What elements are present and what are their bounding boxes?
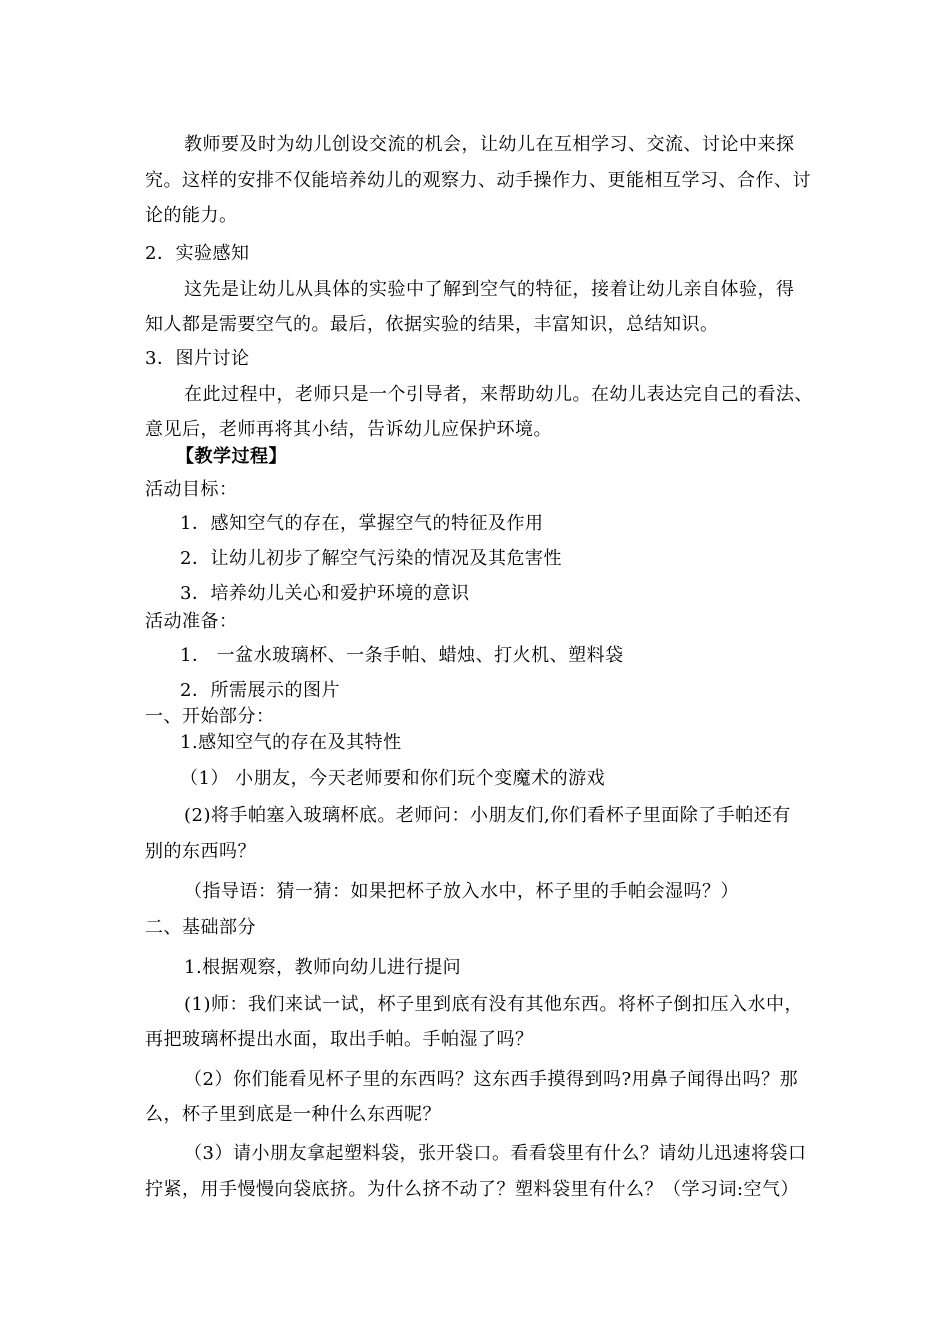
paragraph-line: 论的能力。 xyxy=(145,205,238,226)
paragraph-line: 别的东西吗？ xyxy=(145,841,256,862)
list-item: 2．让幼儿初步了解空气污染的情况及其危害性 xyxy=(180,548,562,569)
subheading: 2．实验感知 xyxy=(145,243,250,264)
list-item: 1.根据观察，教师向幼儿进行提问 xyxy=(184,957,462,978)
paragraph-line: 这先是让幼儿从具体的实验中了解到空气的特征，接着让幼儿亲自体验，得 xyxy=(184,279,795,300)
paragraph-line: 意见后，老师再将其小结，告诉幼儿应保护环境。 xyxy=(145,419,552,440)
hint-line: （指导语：猜一猜：如果把杯子放入水中，杯子里的手帕会湿吗？） xyxy=(184,881,739,902)
paragraph-line: 么，杯子里到底是一种什么东西呢？ xyxy=(145,1104,441,1125)
paragraph-line: (2)将手帕塞入玻璃杯底。老师问：小朋友们,你们看杯子里面除了手帕还有 xyxy=(184,805,791,826)
paragraph-line: (1)师：我们来试一试，杯子里到底有没有其他东西。将杯子倒扣压入水中， xyxy=(184,994,803,1015)
paragraph-line: 再把玻璃杯提出水面，取出手帕。手帕湿了吗？ xyxy=(145,1029,534,1050)
list-item: 1.感知空气的存在及其特性 xyxy=(180,732,402,753)
list-item: 1． 一盆水玻璃杯、一条手帕、蜡烛、打火机、塑料袋 xyxy=(180,645,624,666)
paragraph-line: 教师要及时为幼儿创设交流的机会，让幼儿在互相学习、交流、讨论中来探 xyxy=(184,134,795,155)
paragraph-line: （3）请小朋友拿起塑料袋，张开袋口。看看袋里有什么？请幼儿迅速将袋口 xyxy=(184,1143,807,1164)
section-title: 【教学过程】 xyxy=(176,446,287,467)
paragraph-line: 知人都是需要空气的。最后，依据实验的结果，丰富知识，总结知识。 xyxy=(145,314,719,335)
subheading: 3．图片讨论 xyxy=(145,348,250,369)
list-item: 1．感知空气的存在，掌握空气的特征及作用 xyxy=(180,513,544,534)
list-item: （1） 小朋友，今天老师要和你们玩个变魔术的游戏 xyxy=(180,768,606,789)
section-label: 一、开始部分： xyxy=(145,706,275,727)
paragraph-line: （2）你们能看见杯子里的东西吗？这东西手摸得到吗?用鼻子闻得出吗？那 xyxy=(184,1069,799,1090)
label: 活动准备： xyxy=(145,611,238,632)
paragraph-line: 拧紧，用手慢慢向袋底挤。为什么挤不动了？塑料袋里有什么？（学习词:空气） xyxy=(145,1179,800,1200)
paragraph-line: 究。这样的安排不仅能培养幼儿的观察力、动手操作力、更能相互学习、合作、讨 xyxy=(145,170,811,191)
list-item: 2．所需展示的图片 xyxy=(180,680,340,701)
label: 活动目标： xyxy=(145,479,238,500)
paragraph-line: 在此过程中，老师只是一个引导者，来帮助幼儿。在幼儿表达完自己的看法、 xyxy=(184,384,813,405)
section-label: 二、基础部分 xyxy=(145,917,256,938)
list-item: 3．培养幼儿关心和爱护环境的意识 xyxy=(180,583,470,604)
